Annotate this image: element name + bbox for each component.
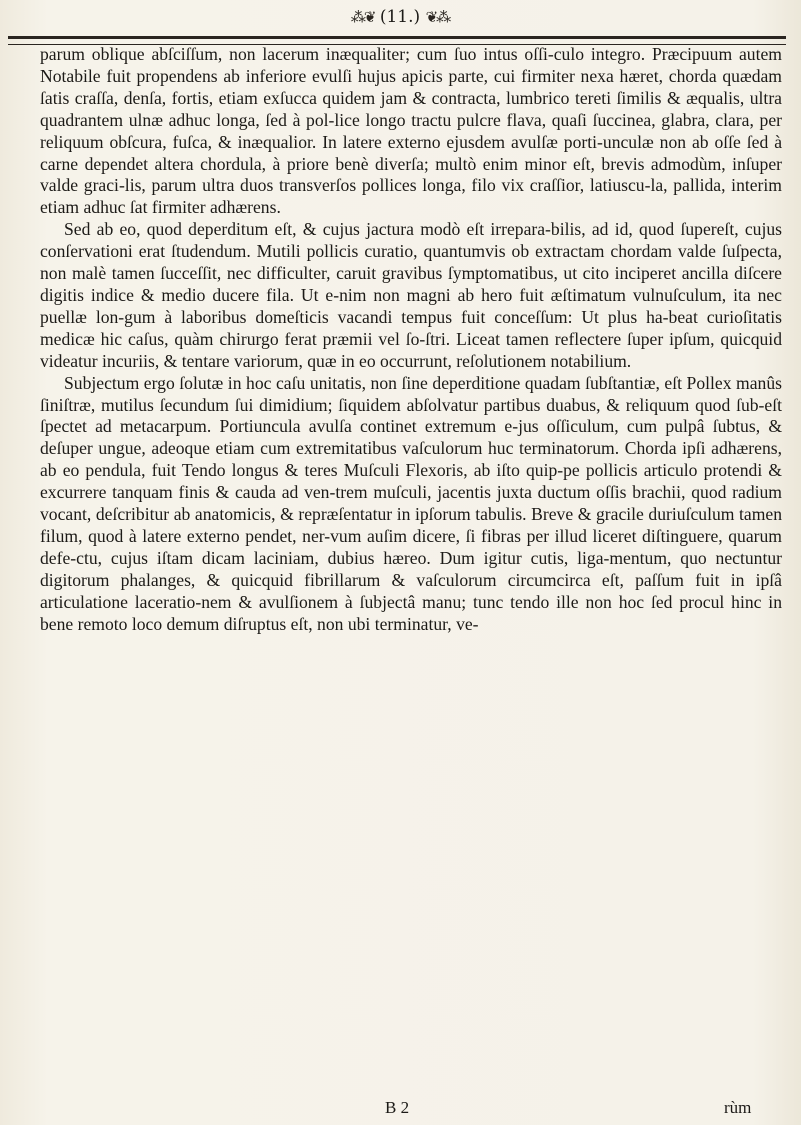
page-body: [40, 44, 782, 635]
paragraph-3: Subjectum ergo ſolutæ in hoc caſu unitatis, non ſine deperditione quadam ſubſtantiæ, eſt Pollex manûs ſiniſtræ, mutilus ſecundum ſui dimidium; ſiquidem abſolvatur partibus duabus, & reliquum quod ſub-eſt ſpectet ad metacarpum. Portiuncula avulſa continet extremum e-jus oſſiculum, cum pulpâ ſubtus, & deſuper ungue, adeoque etiam cum extremitatibus vaſculorum huc terminatorum. Chorda ipſi adhærens, ab eo pendula, fuit Tendo longus & teres Muſculi Flexoris, ab iſto quip-pe pollicis articulo protendi & excurrere tanquam finis & cauda ad ven-trem muſculi, jacentis juxta ductum oſſis brachii, quod radium vocant, deſcribitur ab anatomicis, & repræſentatur in ipſorum tabulis. Breve & gracile duriuſculum tamen filum, quod à latere externo pendet, ner-vum auſim dicere, ſi fibras per illud liceret diſtinguere, quarum defe-ctu, cujus iſtam dicam laciniam, dubius hæreo. Dum igitur cutis, liga-mentum, quo nectuntur digitorum phalanges, & quicquid fibrillarum & vaſculorum circumcirca eſt, paſſum fuit in ipſâ articulatione laceratio-nem & avulſionem à ſubjectâ manu; tunc tendo ille non hoc ſed procul hinc in bene remoto loco demum diſruptus eſt, non ubi terminatur, ve-: [40, 372, 782, 634]
signature-mark: B 2: [385, 1098, 410, 1117]
running-head: [320, 4, 480, 30]
paragraph-1: parum oblique abſciſſum, non lacerum inæqualiter; cum ſuo intus oſſi-culo integro. Præcipuum autem Notabile fuit propendens ab inferiore evulſi hujus apicis parte, cui firmiter nexa hæret, chorda quædam ſatis craſſa, denſa, fortis, etiam exſucca quidem jam & contracta, lumbrico tereti ſimilis & æqualis, ultra quadrantem ulnæ adhuc longa, ſed à pol-lice longo tractu pulcre flava, quaſi ſuccinea, glabra, clara, per reliquum obſcura, fuſca, & inæqualior. In latere externo ejusdem avulſæ porti-unculæ non ab oſſe ſed à carne dependet altera chordula, à priore benè diverſa; multò enim minor eſt, brevis admodùm, inſuper valde graci-lis, parum ultra duos transverſos pollices longa, filo vix craſſior, latiuscu-la, pallida, interim etiam adhuc ſat firmiter adhærens.: [40, 44, 782, 218]
ornament-left: ⁂❦: [350, 8, 375, 26]
paragraph-2: Sed ab eo, quod deperditum eſt, & cujus jactura modò eſt irrepara-bilis, ad id, quod ſupereſt, cujus conſervationi erat ſtudendum. Mutili pollicis curatio, quantumvis ob extractam chordam valde ſuſpecta, non malè tamen ſucceſſit, nec difficulter, caruit gravibus ſymptomatibus, ut cito inciperet ancilla diſcere digitis indice & medio ducere fila. Ut e-nim non magni ab hero fuit æſtimatum vulnuſculum, ita nec puellæ lon-gum à laboribus domeſticis vacandi tempus fuit conceſſum: Ut plus ha-beat curioſitatis medicæ hic caſus, quàm chirurgo ferat præmii vel ſo-ſtri. Liceat tamen reflectere ſuper ipſum, quicquid videatur incuriis, & tentare variorum, quæ in eo occurrunt, reſolutionem notabilium.: [40, 219, 782, 371]
catchword: rùm: [724, 1098, 752, 1117]
page-number: (11.): [379, 7, 421, 27]
ornament-right: ❦⁂: [425, 8, 450, 26]
